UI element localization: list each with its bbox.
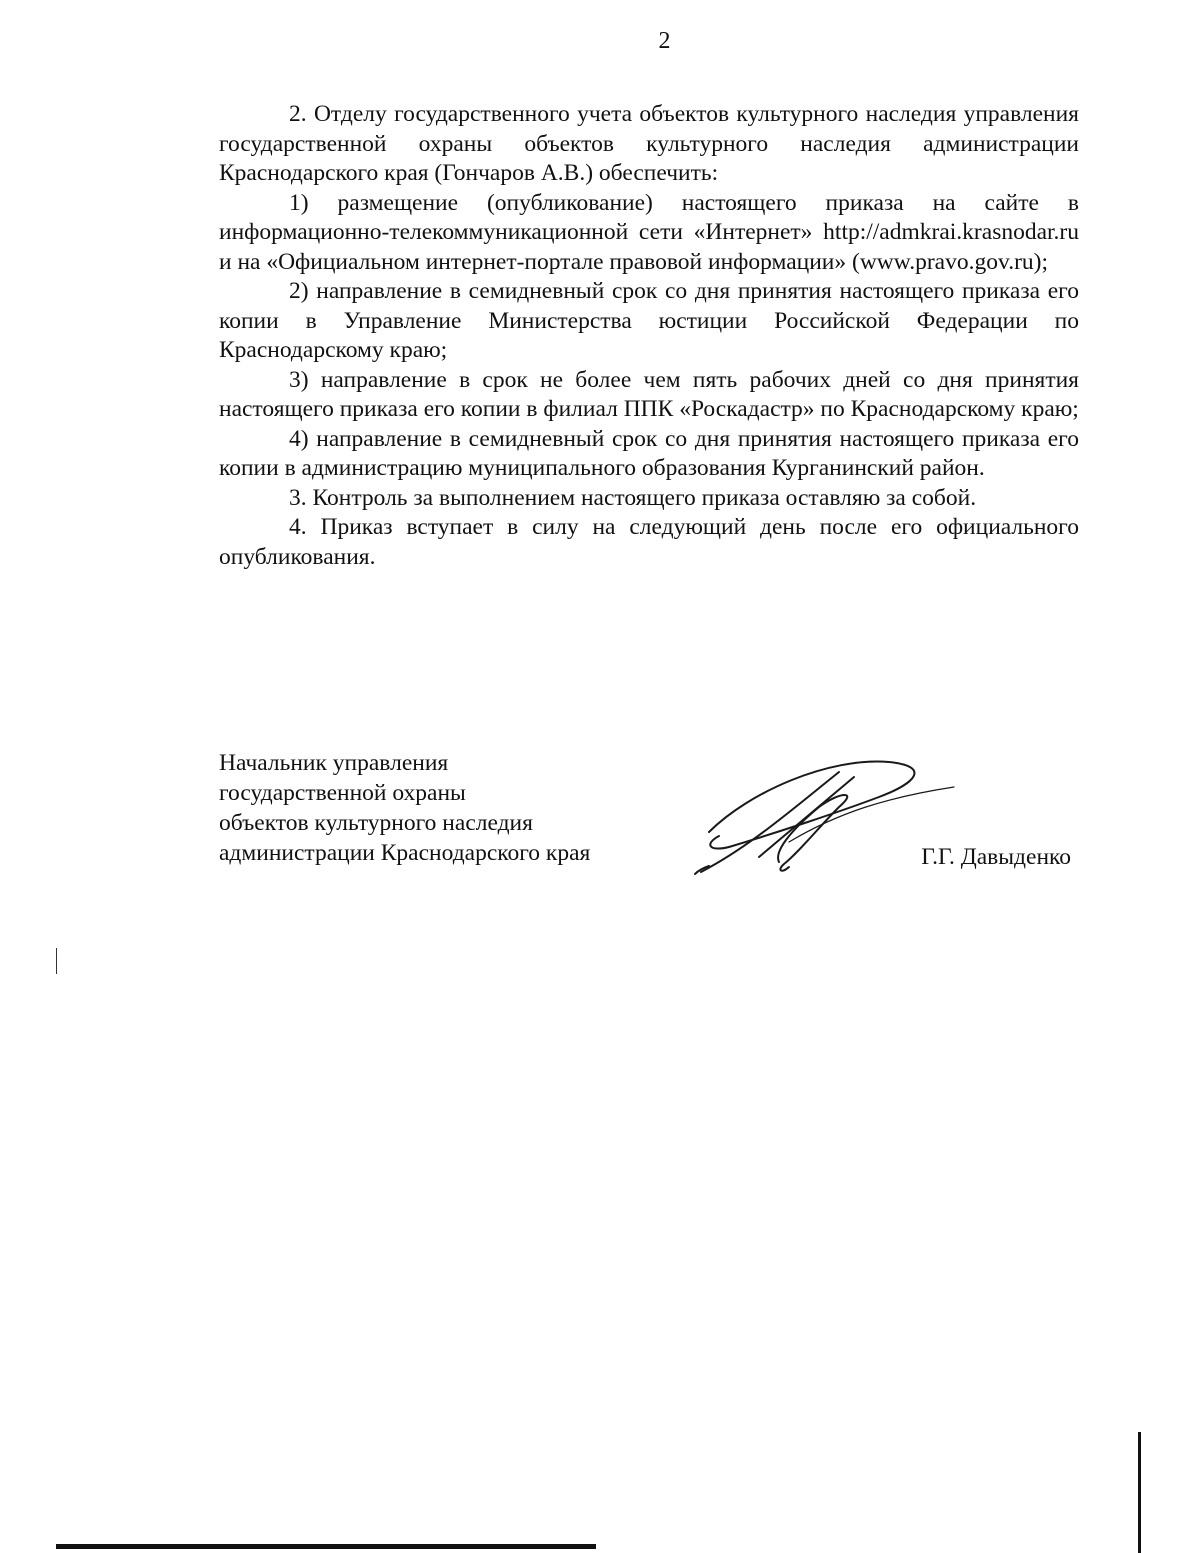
paragraph-item-4: 4. Приказ вступает в силу на следующий день после его официального опубликования.	[219, 514, 1079, 570]
position-line: администрации Краснодарского края	[219, 840, 591, 866]
paragraph-item-3: 3. Контроль за выполнением настоящего приказа оставляю за собой.	[289, 484, 977, 511]
handwritten-signature	[689, 752, 959, 882]
position-line: государственной охраны	[219, 780, 466, 806]
page-number: 2	[658, 28, 671, 54]
paragraph-subitem-3: 3) направление в срок не более чем пять рабочих дней со дня принятия настоящего приказа его копии в филиал ППК «Роскадастр» по Краснодарскому краю;	[219, 366, 1079, 422]
paragraph-item-2: 2. Отделу государственного учета объектов культурного наследия управления государственной охраны объектов культурного наследия администрации Краснодарского края (Гончаров А.В.) обеспечить:	[219, 101, 1079, 186]
margin-mark	[56, 948, 57, 974]
position-line: Начальник управления	[219, 750, 449, 776]
signature-block	[219, 748, 1079, 908]
page-edge-line	[1138, 1432, 1141, 1553]
document-body	[219, 100, 1079, 572]
paragraph-subitem-2: 2) направление в семидневный срок со дня принятия настоящего приказа его копии в Управление Министерства юстиции Российской Федерации по Краснодарскому краю;	[219, 278, 1079, 363]
page-bottom-edge	[56, 1544, 596, 1549]
signer-position	[219, 748, 590, 868]
position-line: объектов культурного наследия	[219, 810, 533, 836]
paragraph-subitem-4: 4) направление в семидневный срок со дня принятия настоящего приказа его копии в администрацию муниципального образования Курганинский район.	[219, 425, 1079, 481]
paragraph-subitem-1: 1) размещение (опубликование) настоящего приказа на сайте в информационно-телекоммуникационной сети «Интернет» http://admkrai.krasnodar.ru и на «Официальном интернет-портале правовой информации» (www.pravo.gov.ru);	[219, 189, 1079, 275]
signer-name: Г.Г. Давыденко	[921, 844, 1071, 870]
